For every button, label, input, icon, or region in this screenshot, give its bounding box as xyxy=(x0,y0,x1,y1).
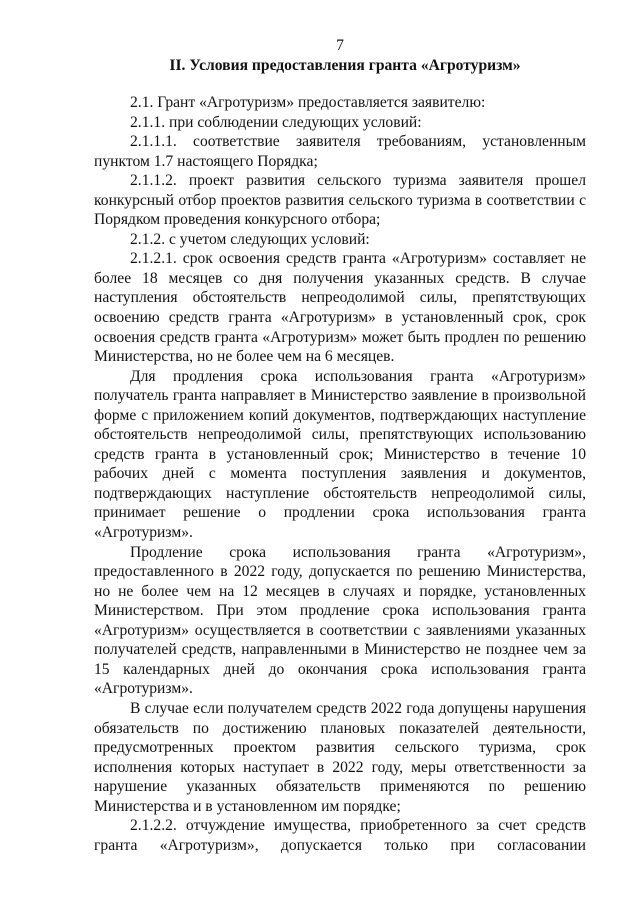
paragraph-violations-2022: В случае если получателем средств 2022 года допущены нарушения обязательств по достижению плановых показателей деятельности, предусмотренных проектом развития сельского туризма, срок исполнения которых наступает в 2022 году, меры ответственности за нарушение указанных обязательств применяются по решению Министерства и в установленном им порядке; xyxy=(94,699,586,815)
paragraph-extension-2022: Продление срока использования гранта «Агротуризм», предоставленного в 2022 году, допускается по решению Министерства, но не более чем на 12 месяцев в случаях и порядке, установленных Министерством. При этом продление срока использования гранта «Агротуризм» осуществляется в соответствии с заявлениями указанных получателей средств, направленными в Министерство не позднее чем за 15 календарных дней до окончания срока использования гранта «Агротуризм». xyxy=(94,543,586,698)
document-page xyxy=(94,36,586,855)
paragraph-2-1-1-1: 2.1.1.1. соответствие заявителя требованиям, установленным пунктом 1.7 настоящего Порядка; xyxy=(94,133,586,170)
paragraph-2-1-2-1: 2.1.2.1. срок освоения средств гранта «Агротуризм» составляет не более 18 месяцев со дня получения указанных средств. В случае наступления обстоятельств непреодолимой силы, препятствующих освоению средств гранта «Агротуризм» в установленный срок, срок освоения средств гранта «Агротуризм» может быть продлен по решению Министерства, но не более чем на 6 месяцев. xyxy=(94,250,586,366)
section-title: II. Условия предоставления гранта «Агротуризм» xyxy=(169,57,521,74)
paragraph-extension-procedure: Для продления срока использования гранта «Агротуризм» получатель гранта направляет в Министерство заявление в произвольной форме с приложением копий документов, подтверждающих наступление обстоятельств непреодолимой силы, препятствующих использованию средств гранта в установленный срок; Министерство в течение 10 рабочих дней с момента поступления заявления и документов, подтверждающих наступление обстоятельств непреодолимой силы, принимает решение о продлении срока использования гранта «Агротуризм». xyxy=(94,367,586,542)
paragraph-2-1-1: 2.1.1. при соблюдении следующих условий: xyxy=(130,113,422,131)
paragraph-2-1-1-2: 2.1.1.2. проект развития сельского туризма заявителя прошел конкурсный отбор проектов развития сельского туризма в соответствии с Порядком проведения конкурсного отбора; xyxy=(94,172,586,229)
paragraph-2-1-2: 2.1.2. с учетом следующих условий: xyxy=(130,230,370,248)
paragraph-2-1: 2.1. Грант «Агротуризм» предоставляется заявителю: xyxy=(130,94,486,111)
paragraph-2-1-2-2: 2.1.2.2. отчуждение имущества, приобретенного за счет средств гранта «Агротуризм», допускается только при согласовании xyxy=(94,817,586,854)
page-number: 7 xyxy=(336,37,344,54)
